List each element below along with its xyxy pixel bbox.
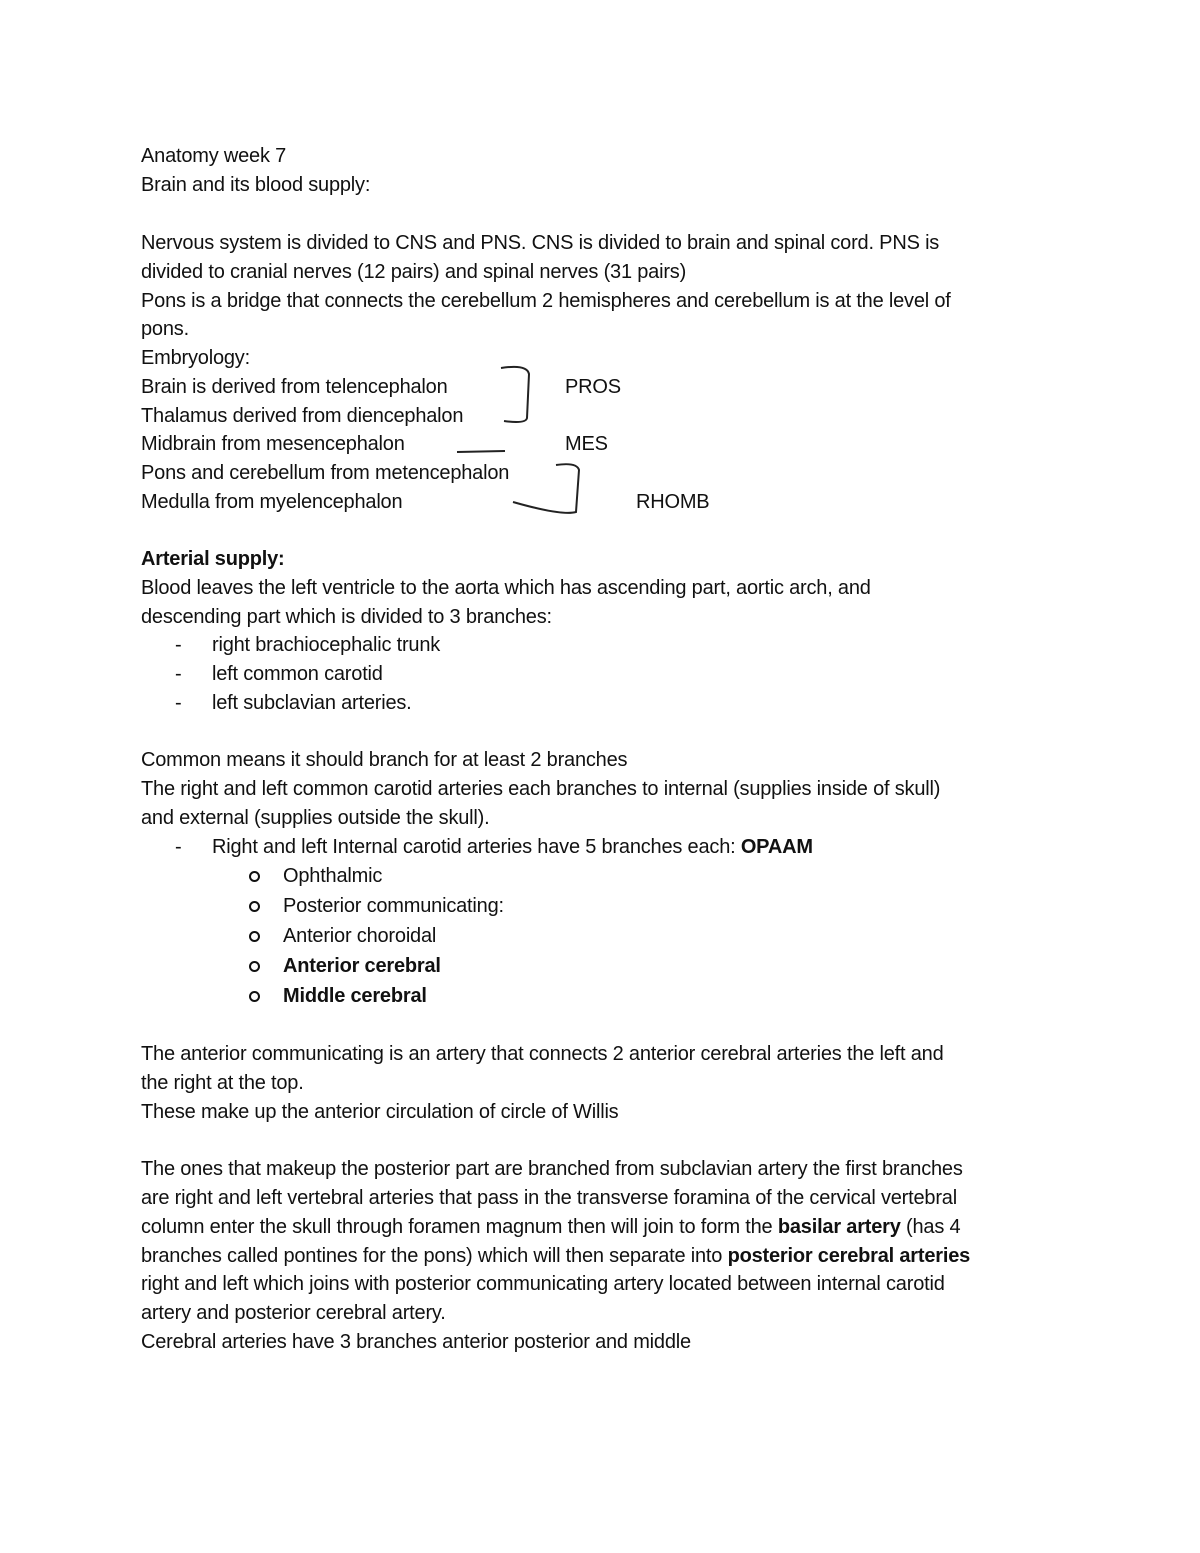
- intro-line: Pons is a bridge that connects the cerebellum 2 hemispheres and cerebellum is at the level of: [141, 290, 951, 312]
- dash-bullet: -: [175, 836, 182, 858]
- arterial-line: Blood leaves the left ventricle to the aorta which has ascending part, aortic arch, and: [141, 577, 871, 599]
- embryology-line: Pons and cerebellum from metencephalon: [141, 462, 510, 484]
- common-line: Common means it should branch for at least 2 branches: [141, 749, 628, 771]
- circle-bullet: [249, 931, 260, 942]
- aortic-branch: left subclavian arteries.: [212, 692, 412, 714]
- aortic-branch: left common carotid: [212, 663, 383, 685]
- posterior-line: Cerebral arteries have 3 branches anterior posterior and middle: [141, 1331, 691, 1353]
- line-mes: [457, 451, 505, 452]
- bracket-pros: [501, 367, 529, 422]
- circle-bullet: [249, 961, 260, 972]
- common-line: and external (supplies outside the skull).: [141, 807, 490, 829]
- dash-bullet: -: [175, 634, 182, 656]
- posterior-line: The ones that makeup the posterior part are branched from subclavian artery the first branches: [141, 1158, 963, 1180]
- anterior-line: These make up the anterior circulation of circle of Willis: [141, 1101, 619, 1123]
- opaam-acronym: OPAAM: [740, 836, 813, 858]
- doc-subtitle: Brain and its blood supply:: [141, 174, 371, 196]
- posterior-line: [141, 1213, 960, 1241]
- label-rhomb: RHOMB: [636, 491, 710, 513]
- posterior-line: are right and left vertebral arteries that pass in the transverse foramina of the cervical vertebral: [141, 1187, 957, 1209]
- circle-bullet: [249, 901, 260, 912]
- label-pros: PROS: [565, 376, 621, 398]
- internal-branch: Middle cerebral: [283, 985, 427, 1007]
- basilar-artery-term: basilar artery: [777, 1216, 901, 1238]
- posterior-text: branches called pontines for the pons) which will then separate into: [141, 1245, 728, 1267]
- circle-bullet: [249, 991, 260, 1002]
- posterior-line: [141, 1242, 970, 1270]
- posterior-text: (has 4: [900, 1216, 961, 1238]
- embryology-line: Midbrain from mesencephalon: [141, 433, 405, 455]
- posterior-cerebral-term: posterior cerebral arteries: [727, 1245, 971, 1267]
- anterior-line: the right at the top.: [141, 1072, 304, 1094]
- internal-carotid-text: Right and left Internal carotid arteries have 5 branches each:: [212, 836, 741, 858]
- label-mes: MES: [565, 433, 608, 455]
- embryology-heading: Embryology:: [141, 347, 250, 369]
- intro-line: Nervous system is divided to CNS and PNS. CNS is divided to brain and spinal cord. PNS is: [141, 232, 940, 254]
- arterial-heading: Arterial supply:: [141, 548, 285, 570]
- internal-branch: Anterior cerebral: [283, 955, 441, 977]
- common-line: The right and left common carotid arteries each branches to internal (supplies inside of skull): [141, 778, 941, 800]
- bracket-rhomb: [513, 464, 579, 513]
- embryology-line: Thalamus derived from diencephalon: [141, 405, 464, 427]
- arterial-line: descending part which is divided to 3 branches:: [141, 606, 552, 628]
- embryology-line: Medulla from myelencephalon: [141, 491, 403, 513]
- embryology-line: Brain is derived from telencephalon: [141, 376, 448, 398]
- dash-bullet: -: [175, 692, 182, 714]
- dash-bullet: -: [175, 663, 182, 685]
- posterior-line: right and left which joins with posterior communicating artery located between internal carotid: [141, 1273, 945, 1295]
- aortic-branch: right brachiocephalic trunk: [212, 634, 441, 656]
- circle-bullet: [249, 871, 260, 882]
- internal-branch: Ophthalmic: [283, 865, 383, 887]
- anterior-line: The anterior communicating is an artery that connects 2 anterior cerebral arteries the left and: [141, 1043, 944, 1065]
- internal-branch: Posterior communicating:: [283, 895, 504, 917]
- posterior-line: artery and posterior cerebral artery.: [141, 1302, 446, 1324]
- intro-line: pons.: [141, 318, 189, 340]
- posterior-text: column enter the skull through foramen magnum then will join to form the: [141, 1216, 778, 1238]
- doc-title: Anatomy week 7: [141, 145, 287, 167]
- internal-carotid-line: [212, 833, 813, 861]
- intro-line: divided to cranial nerves (12 pairs) and spinal nerves (31 pairs): [141, 261, 687, 283]
- internal-branch: Anterior choroidal: [283, 925, 437, 947]
